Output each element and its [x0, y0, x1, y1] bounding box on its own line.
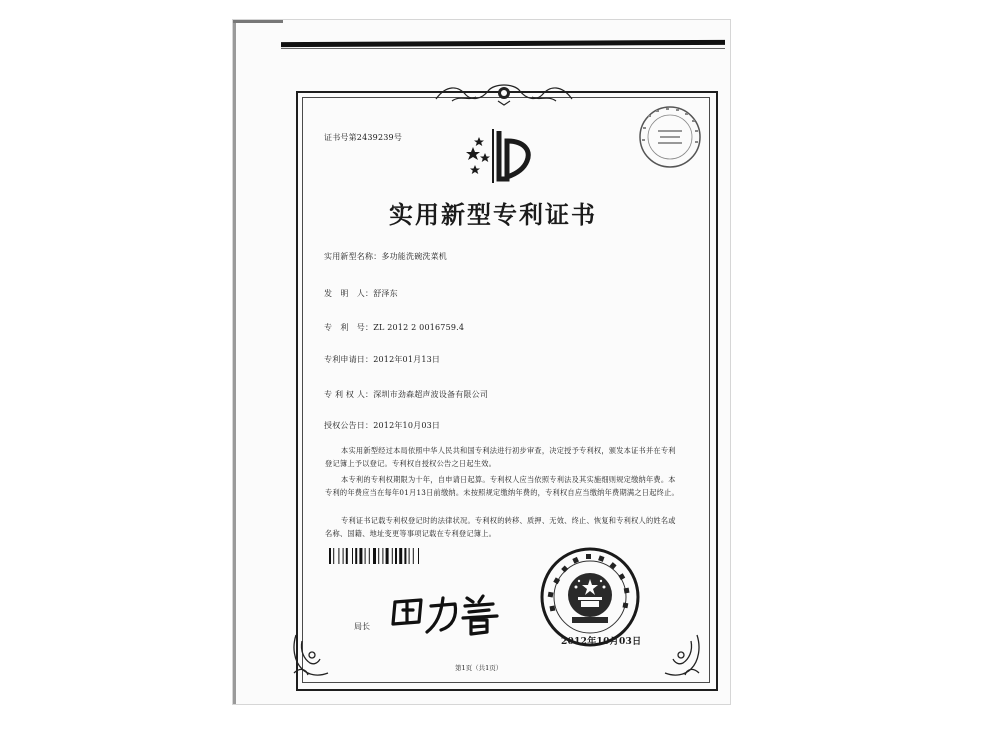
field-value: 2012年10月03日 [373, 421, 441, 430]
barcode-bar [418, 548, 419, 564]
field-application-date [324, 354, 440, 365]
barcode-bar [399, 548, 402, 564]
barcode-bar [338, 548, 339, 564]
barcode-bar [355, 548, 357, 564]
barcode [329, 548, 441, 564]
field-label: 专利申请日： [324, 355, 374, 364]
field-value: 舒泽东 [373, 289, 398, 298]
field-value: 多功能洗碗洗菜机 [381, 252, 448, 261]
barcode-bar [365, 548, 366, 564]
field-patentee [324, 389, 488, 400]
field-grant-date [324, 420, 440, 431]
certificate-title: 实用新型专利证书 [389, 201, 597, 229]
scan-edge-top [233, 20, 283, 23]
barcode-bar [386, 548, 389, 564]
barcode-bar [392, 548, 393, 564]
field-label: 实用新型名称： [324, 252, 382, 261]
barcode-bar [346, 548, 348, 564]
field-label: 专 利 权 人： [324, 390, 374, 399]
patent-office-logo [463, 127, 547, 187]
field-utility-model-name [324, 251, 447, 262]
signature-title: 局长 [354, 622, 370, 631]
barcode-bar [409, 548, 410, 564]
barcode-bar [329, 548, 331, 564]
paragraph-grant-statement: 本实用新型经过本局依照中华人民共和国专利法进行初步审查，决定授予专利权，颁发本证书并在专利登记簿上予以登记。专利权自授权公告之日起生效。 [325, 446, 676, 469]
field-label: 专 利 号： [324, 323, 374, 332]
barcode-bar [404, 548, 406, 564]
field-value: 2012年01月13日 [373, 355, 441, 364]
barcode-bar [382, 548, 383, 564]
barcode-bar [352, 548, 353, 564]
field-value: 深圳市劲森超声波设备有限公司 [373, 390, 489, 399]
field-label: 发 明 人： [324, 289, 374, 298]
binding-strip-thin-line [281, 48, 725, 49]
barcode-bar [413, 548, 414, 564]
corner-ornament-bottom-left [290, 633, 332, 679]
barcode-bar [378, 548, 379, 564]
barcode-bar [373, 548, 376, 564]
binding-strip-thick-line [281, 40, 725, 47]
certificate-number: 证书号第2439239号 [324, 133, 403, 142]
field-label: 授权公告日： [324, 421, 374, 430]
barcode-bar [359, 548, 362, 564]
official-seal-top-right [638, 105, 702, 169]
top-ornament [432, 81, 576, 107]
field-inventor [324, 288, 398, 299]
scan-edge [233, 20, 236, 704]
page-footer: 第1页（共1页） [455, 664, 503, 672]
corner-ornament-bottom-right [661, 633, 703, 679]
barcode-bar [395, 548, 397, 564]
barcode-bar [333, 548, 334, 564]
seal-date: 2012年10月03日 [561, 637, 642, 647]
binding-strip [281, 41, 725, 49]
paragraph-term-and-fees: 本专利的专利权期限为十年，自申请日起算。专利权人应当依照专利法及其实施细则规定缴纳年费。本专利的年费应当在每年01月13日前缴纳。未按照规定缴纳年费的，专利权自应当缴纳年费期满之日起终止。 [325, 475, 679, 498]
field-value: ZL 2012 2 0016759.4 [373, 323, 465, 332]
barcode-bar [369, 548, 370, 564]
barcode-bar [343, 548, 344, 564]
paragraph-legal-status: 专利证书记载专利权登记时的法律状况。专利权的转移、质押、无效、终止、恢复和专利权人的姓名或名称、国籍、地址变更等事项记载在专利登记簿上。 [325, 516, 676, 539]
certificate-scan [232, 19, 731, 705]
field-patent-number [324, 322, 464, 333]
director-signature [383, 588, 505, 638]
